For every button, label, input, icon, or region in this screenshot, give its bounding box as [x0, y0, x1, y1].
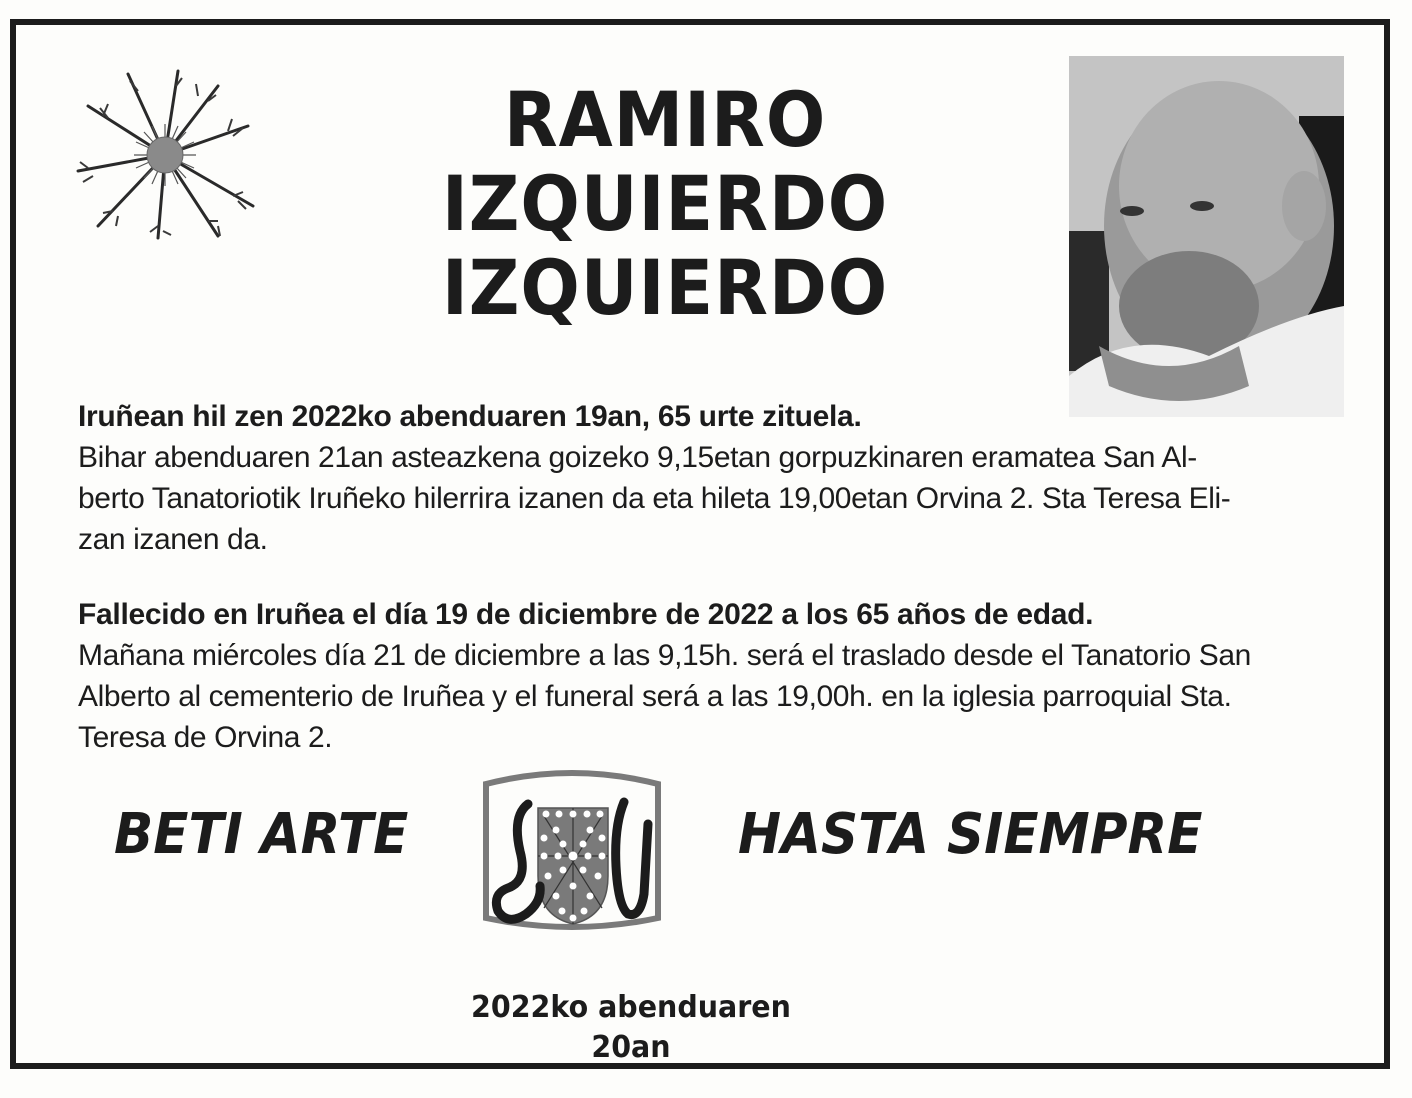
- spanish-body-line: Mañana miércoles día 21 de diciembre a las 9,15h. será el traslado desde el Tanatorio San: [78, 639, 1251, 672]
- basque-announcement: [78, 396, 1328, 560]
- farewell-spanish: HASTA SIEMPRE: [738, 802, 1203, 867]
- thistle-flower-icon: [68, 66, 262, 244]
- farewell-basque: BETI ARTE: [114, 802, 409, 867]
- portrait-photo: [1069, 56, 1344, 417]
- name-line-surname-1: IZQUIERDO: [441, 159, 889, 248]
- navarre-crest-emblem: [478, 766, 666, 932]
- basque-lead: Iruñean hil zen 2022ko abenduaren 19an, 65 urte zituela.: [78, 400, 862, 433]
- spanish-lead: Fallecido en Iruñea el día 19 de diciembre de 2022 a los 65 años de edad.: [78, 598, 1094, 631]
- name-line-surname-2: IZQUIERDO: [441, 243, 889, 332]
- basque-body-line: berto Tanatoriotik Iruñeko hilerrira izanen da eta hileta 19,00etan Orvina 2. Sta Teresa Eli-: [78, 482, 1231, 515]
- spanish-body-line: Alberto al cementerio de Iruñea y el funeral será a las 19,00h. en la iglesia parroquial Sta.: [78, 680, 1232, 713]
- deceased-name: [400, 75, 930, 332]
- publication-date: 2022ko abenduaren 20an: [471, 990, 791, 1065]
- basque-body-line: Bihar abenduaren 21an asteazkena goizeko 9,15etan gorpuzkinaren eramatea San Al-: [78, 441, 1197, 474]
- spanish-announcement: [78, 594, 1328, 758]
- name-line-first: RAMIRO: [503, 75, 827, 164]
- basque-body-line: zan izanen da.: [78, 523, 268, 556]
- spanish-body-line: Teresa de Orvina 2.: [78, 721, 333, 754]
